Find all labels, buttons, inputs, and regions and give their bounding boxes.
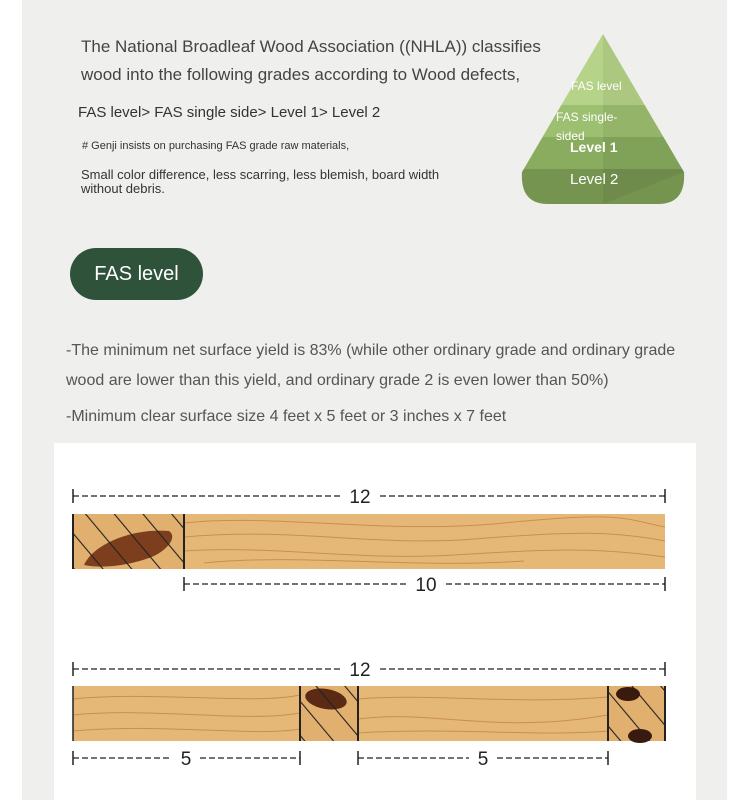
board1 <box>73 514 665 569</box>
board1-total-dimension <box>73 487 665 508</box>
surface-size-point: -Minimum clear surface size 4 feet x 5 feet or 3 inches x 7 feet <box>66 408 507 425</box>
board2-clear-right-dimension <box>358 749 608 770</box>
board1-total-label: 12 <box>349 487 371 508</box>
board-diagram-card <box>54 443 696 800</box>
grade-pyramid <box>518 32 688 207</box>
pyramid-label-level2: Level 2 <box>570 171 619 188</box>
board2-total-dimension <box>73 660 665 681</box>
board2-total-label: 12 <box>349 660 371 681</box>
board1-clear-dimension <box>184 575 665 596</box>
board1-clear-label: 10 <box>415 575 437 596</box>
pyramid-label-fas: FAS level <box>571 79 622 93</box>
board-diagrams <box>54 443 696 800</box>
pyramid-label-level1: Level 1 <box>570 139 618 155</box>
purchasing-note: # Genji insists on purchasing FAS grade raw materials, <box>82 140 350 152</box>
board2-clear-left-dimension <box>73 749 300 770</box>
intro-text: The National Broadleaf Wood Association ((NHLA)) classifies wood into the following grades according to Wood defects, <box>81 37 541 84</box>
grades-line: FAS level> FAS single side> Level 1> Level 2 <box>78 104 381 121</box>
board2-clear-left-label: 5 <box>180 749 192 770</box>
grade-description: Small color difference, less scarring, less blemish, board width without debris. <box>81 167 440 196</box>
board2-clear-right-label: 5 <box>477 749 489 770</box>
yield-point: -The minimum net surface yield is 83% (while other ordinary grade and ordinary grade wood are lower than this yield, and ordinary grade 2 is even lower than 50%) <box>66 342 676 389</box>
pyramid-label-single: FAS single-sided <box>556 110 618 143</box>
fas-level-badge: FAS level <box>70 248 203 300</box>
board2 <box>73 686 665 743</box>
